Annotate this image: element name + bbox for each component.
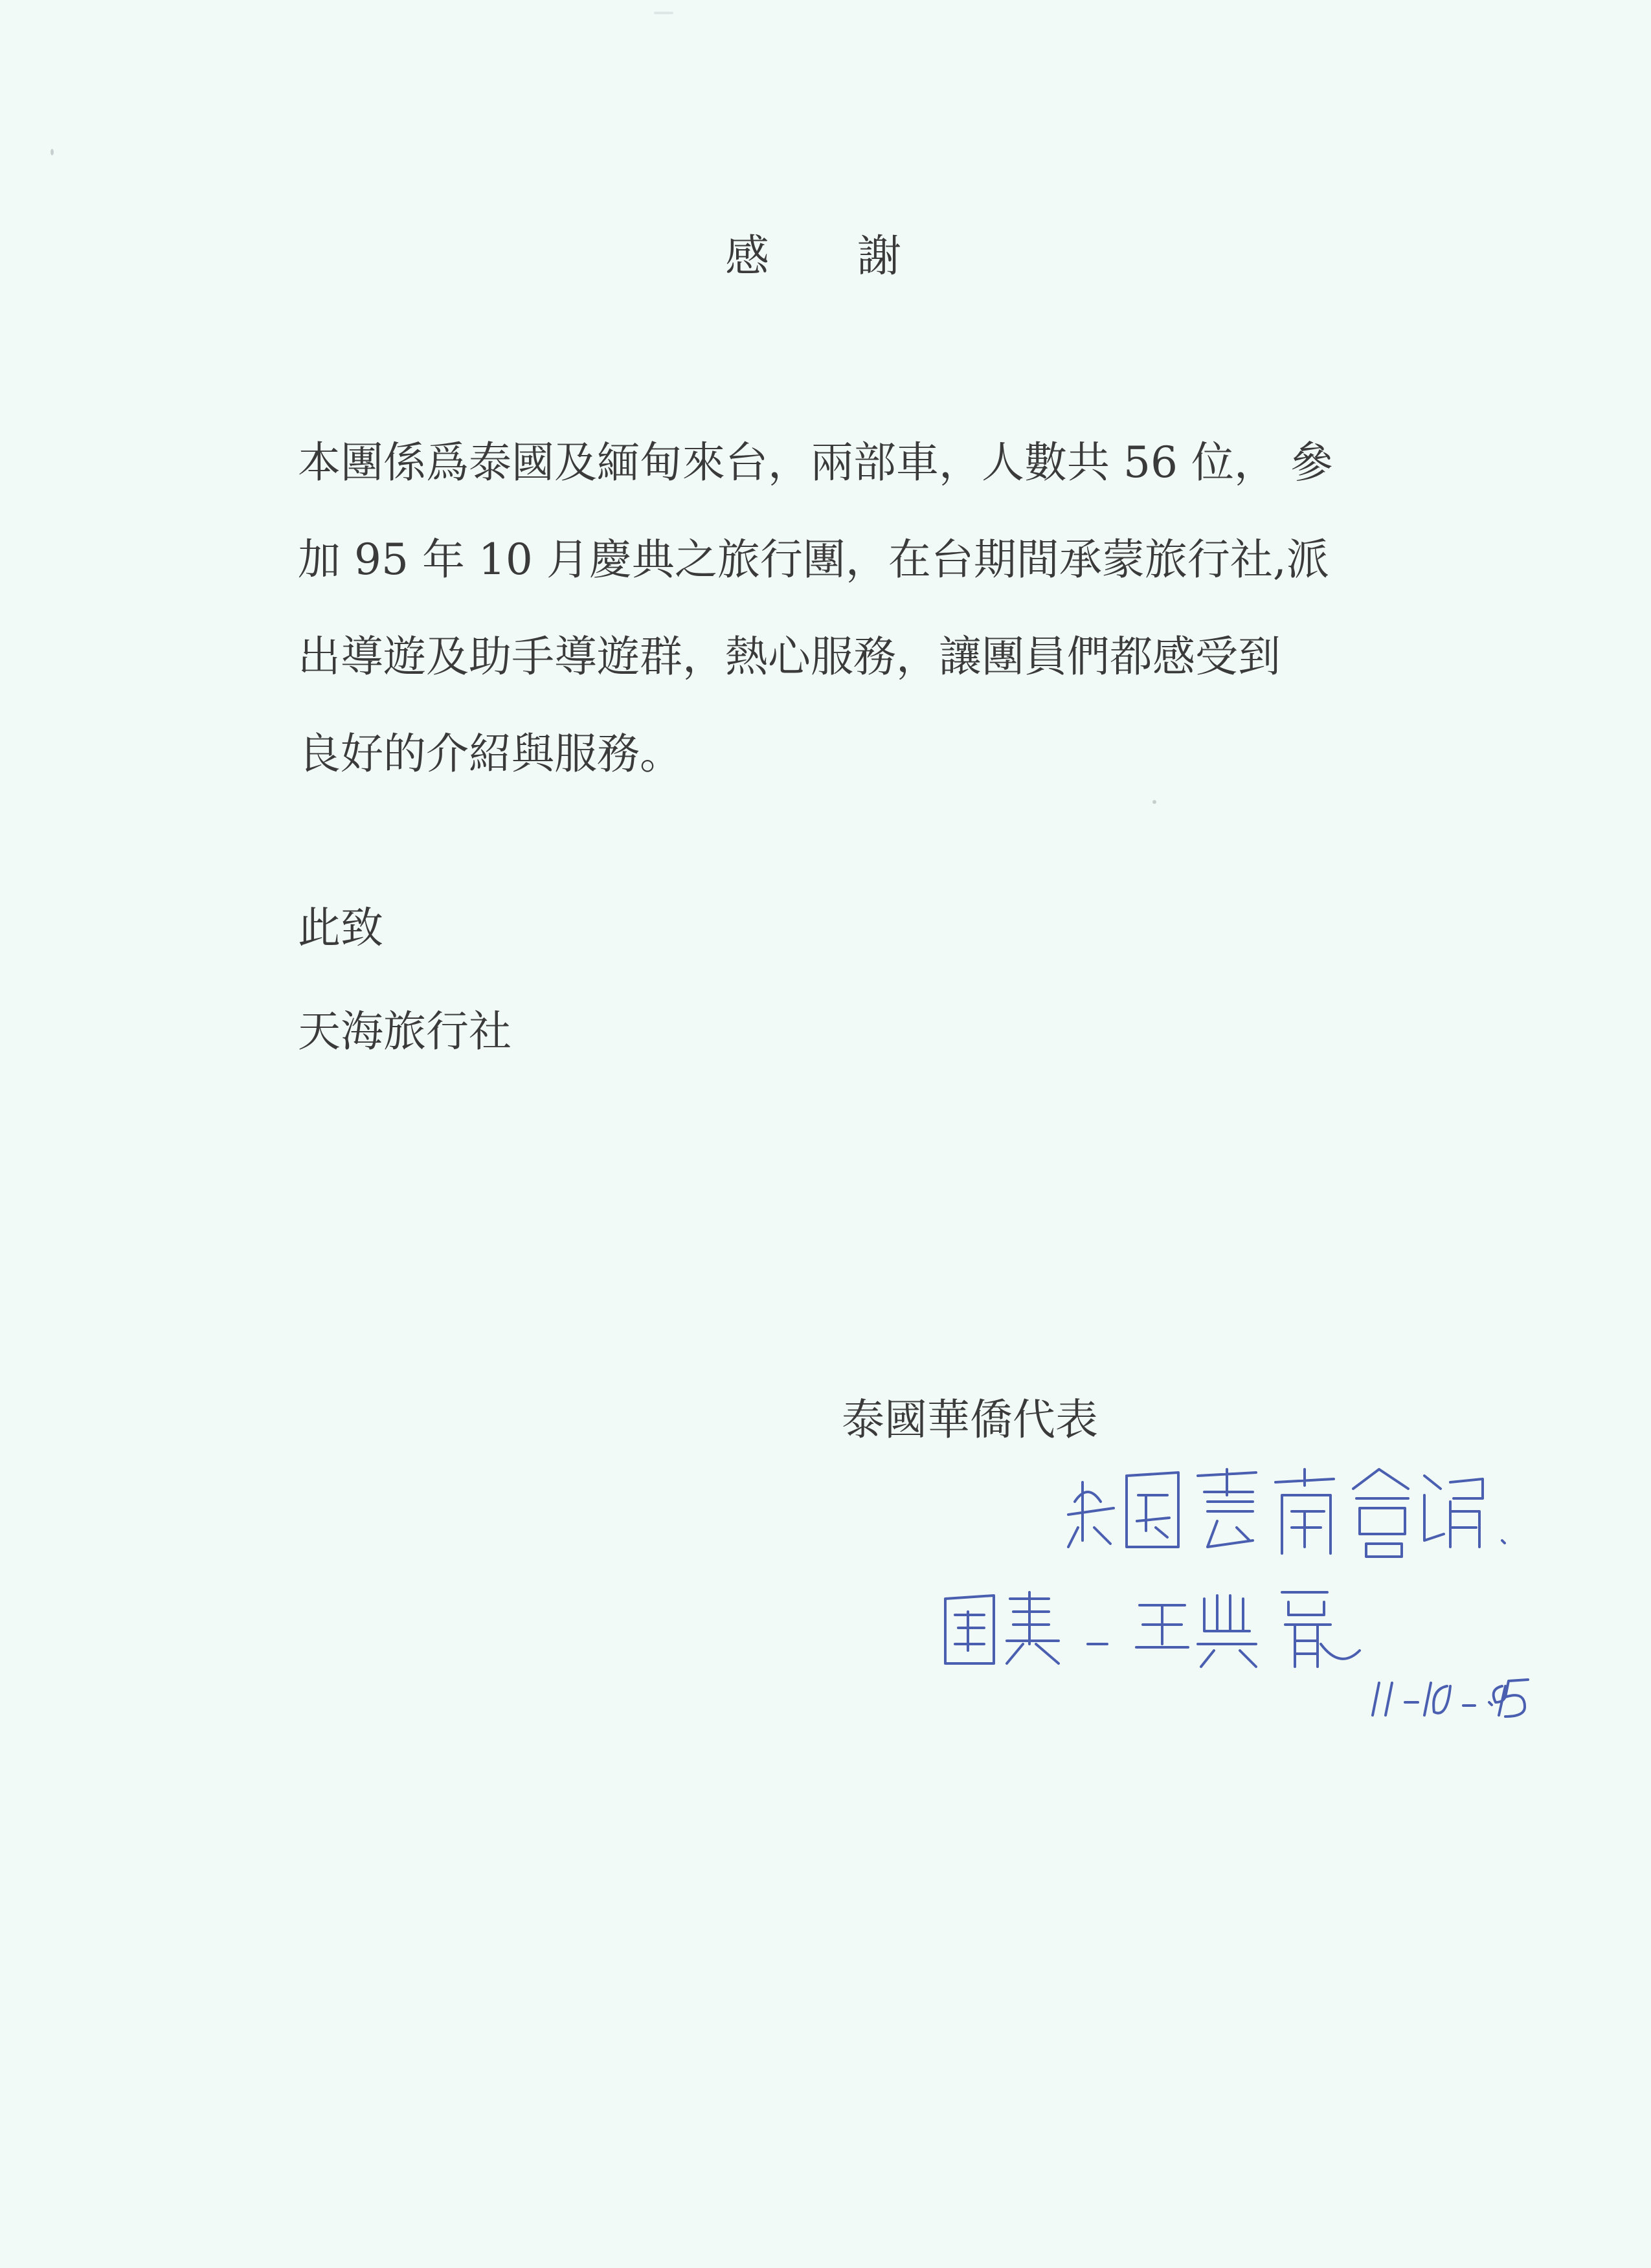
body-line: 良好的介紹與服務。: [298, 729, 682, 779]
body-line: 出導遊及助手導遊群，熱心服務，讓團員們都感受到: [298, 632, 1281, 682]
letter-body: [298, 414, 1424, 803]
salutation: 此致: [298, 903, 383, 953]
letter-title: 感 謝: [725, 231, 902, 282]
sender-title: 泰國華僑代表: [842, 1395, 1098, 1445]
scan-speck: [654, 12, 673, 14]
scan-speck: [51, 149, 54, 155]
body-line: 本團係爲泰國及緬甸來台，兩部車，人數共 56 位， 參: [298, 438, 1333, 487]
addressee: 天海旅行社: [298, 1006, 511, 1056]
handwritten-signature: [932, 1430, 1554, 1728]
scan-speck: [1152, 800, 1156, 804]
body-line: 加 95 年 10 月慶典之旅行團，在台期間承蒙旅行社,派: [298, 535, 1329, 584]
